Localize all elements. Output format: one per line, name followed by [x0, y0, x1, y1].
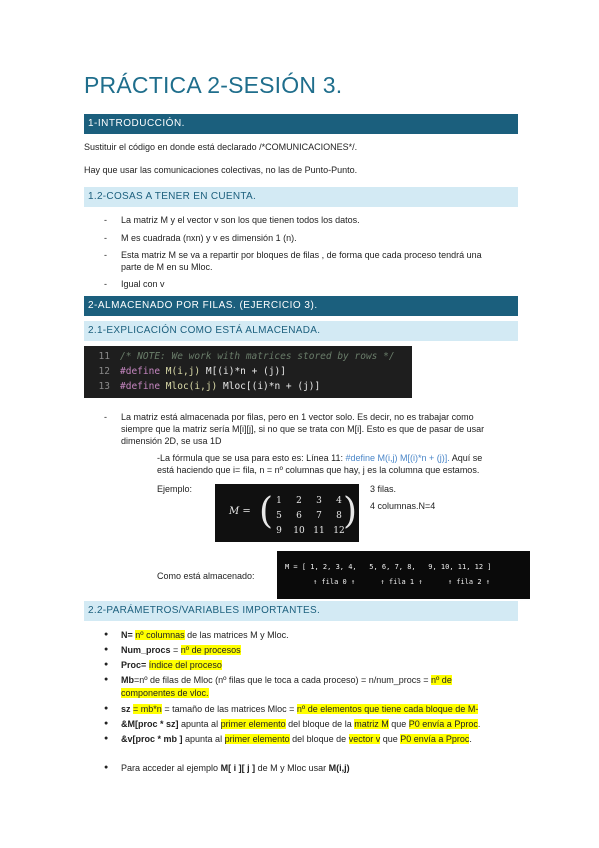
list-item: - Igual con v	[121, 278, 165, 290]
param-key: &v[proc * mb ]	[121, 734, 183, 744]
text-span: M[ i ][ j ]	[220, 763, 256, 773]
matrix-row	[269, 523, 349, 538]
highlight: vector v	[348, 734, 381, 744]
text-span: del bloque de la	[288, 719, 352, 729]
param-key: N=	[121, 630, 133, 640]
section-heading-parametros: 2.2-PARÁMETROS/VARIABLES IMPORTANTES.	[84, 601, 518, 621]
param-mb	[121, 674, 452, 686]
matrix-lhs: M =	[229, 506, 251, 517]
matrix-row	[269, 508, 349, 523]
code-comment: /* NOTE: We work with matrices stored by rows */	[120, 351, 395, 362]
matrix-cell: 3	[316, 495, 322, 506]
param-key: Num_procs	[121, 645, 171, 655]
highlight: P0 envía a Pproc	[408, 719, 478, 729]
list-item-continuation: dimensión 2D, se usa 1D	[121, 436, 222, 446]
param-key: Proc=	[121, 660, 147, 670]
matrix-cell: 1	[276, 495, 282, 506]
text-span: de M y Mloc usar	[257, 763, 327, 773]
param-key: sz	[121, 704, 131, 714]
param-amp-m: ● &M[proc * sz] apunta al primer elemento del bloque de la matriz M que P0 envía a Pproc.	[121, 718, 480, 730]
matrix-cell: 11	[313, 525, 325, 536]
code-macro: M(i,j)	[165, 366, 201, 377]
text-span: que	[382, 734, 398, 744]
highlight: = mb*n	[133, 704, 162, 714]
text-span: = tamaño de las matrices Mloc =	[164, 704, 295, 714]
section-heading-explicacion: 2.1-EXPLICACIÓN COMO ESTÁ ALMACENADA.	[84, 321, 518, 341]
highlight: primer elemento	[220, 719, 286, 729]
list-item-continuation: parte de M en su Mloc.	[121, 262, 213, 272]
formula-explanation-cont: está haciendo que i= fila, n = nº columnas que hay, j es la columna que estamos.	[157, 465, 480, 475]
list-item: - Esta matriz M se va a repartir por bloques de filas , de forma que cada proceso tendrá una	[121, 249, 482, 261]
matrix-cell: 7	[316, 510, 322, 521]
paragraph: Sustituir el código en donde está declarado /*COMUNICACIONES*/.	[84, 142, 358, 152]
text-span: que	[391, 719, 407, 729]
stored-row-markers: ↑ fila 0 ↑ ↑ fila 1 ↑ ↑ fila 2 ↑	[313, 578, 491, 586]
matrix-right-paren: )	[343, 491, 358, 532]
line-number: 11	[98, 351, 110, 362]
text-span: Para acceder al ejemplo	[121, 763, 219, 773]
param-mb-cont	[121, 687, 209, 699]
matrix-row	[269, 493, 349, 508]
param-n	[121, 629, 289, 641]
code-snippet	[84, 346, 412, 398]
code-expression: Mloc[(i)*n + (j)]	[223, 381, 321, 392]
text-span: Aquí se	[451, 453, 483, 463]
list-item-continuation: siempre que la matriz sería M[i][j], si no que se trata con M[i]. Esto es que de pasar de usar	[121, 424, 485, 434]
line-number: 12	[98, 366, 110, 377]
text-span: del bloque de	[292, 734, 347, 744]
param-num-procs	[121, 644, 241, 656]
line-number: 13	[98, 381, 110, 392]
highlight: nº columnas	[135, 630, 185, 640]
highlight: nº de	[431, 675, 452, 685]
list-item: - La matriz M y el vector v son los que tienen todos los datos.	[121, 214, 360, 226]
list-item: - La matriz está almacenada por filas, pero en 1 vector solo. Es decir, no es trabajar como	[121, 411, 474, 423]
matrix-example-image	[215, 484, 359, 542]
highlight: primer elemento	[224, 734, 290, 744]
cols-note: 4 columnas.N=4	[370, 501, 436, 511]
example-label: Ejemplo:	[157, 484, 193, 494]
list-item: - M es cuadrada (nxn) y v es dimensión 1 (n).	[121, 232, 297, 244]
matrix-cell: 5	[276, 510, 282, 521]
matrix-table	[269, 493, 349, 538]
matrix-cell: 8	[336, 510, 342, 521]
matrix-cell: 4	[336, 495, 342, 506]
text-span: M(i,j)	[328, 763, 350, 773]
code-macro: Mloc(i,j)	[165, 381, 218, 392]
section-heading-cosas: 1.2-COSAS A TENER EN CUENTA.	[84, 187, 518, 207]
section-heading-almacenado: 2-ALMACENADO POR FILAS. (EJERCICIO 3).	[84, 296, 518, 316]
param-key: &M[proc * sz]	[121, 719, 179, 729]
section-heading-introduccion: 1-INTRODUCCIÓN.	[84, 114, 518, 134]
param-amp-v: ● &v[proc * mb ] apunta al primer elemento del bloque de vector v que P0 envía a Pproc.	[121, 733, 472, 745]
matrix-cell: 12	[333, 525, 345, 536]
highlight: componentes de vloc.	[121, 688, 209, 698]
code-expression: M[(i)*n + (j)]	[205, 366, 286, 377]
formula-explanation	[157, 452, 482, 464]
matrix-cell: 9	[276, 525, 282, 536]
highlight: nº de procesos	[180, 645, 241, 655]
rows-note: 3 filas.	[370, 484, 397, 494]
text-span: =nº de filas de Mloc (nº filas que le toca a cada proceso) = n/num_procs =	[134, 675, 429, 685]
text-span: apunta al	[181, 719, 219, 729]
param-proc	[121, 659, 222, 671]
param-sz	[121, 703, 478, 715]
paragraph: Hay que usar las comunicaciones colectivas, no las de Punto-Punto.	[84, 165, 358, 175]
code-keyword: #define	[120, 381, 161, 392]
highlight: P0 envía a Pproc	[400, 734, 470, 744]
highlight: matriz M	[354, 719, 389, 729]
stored-label: Como está almacenado:	[157, 571, 255, 581]
stored-vector-image	[277, 551, 530, 599]
matrix-cell: 2	[296, 495, 302, 506]
text-span: de las matrices M y Mloc.	[187, 630, 289, 640]
access-note	[121, 762, 350, 774]
text-span: -La fórmula que se usa para esto es: Línea 11:	[157, 453, 343, 463]
param-key: Mb	[121, 675, 134, 685]
page-title: PRÁCTICA 2-SESIÓN 3.	[84, 72, 343, 98]
matrix-left-paren: (	[259, 491, 274, 532]
code-keyword: #define	[120, 366, 161, 377]
text-span: apunta al	[185, 734, 223, 744]
highlight: nº de elementos que tiene cada bloque de M-	[296, 704, 479, 714]
stored-vector-line: M = [ 1, 2, 3, 4, 5, 6, 7, 8, 9, 10, 11, 12 ]	[285, 563, 492, 571]
text-span: =	[170, 645, 181, 655]
formula-code: #define M(i,j) M[(i)*n + (j)].	[345, 453, 450, 463]
matrix-cell: 6	[296, 510, 302, 521]
matrix-cell: 10	[293, 525, 305, 536]
highlight: índice del proceso	[148, 660, 222, 670]
